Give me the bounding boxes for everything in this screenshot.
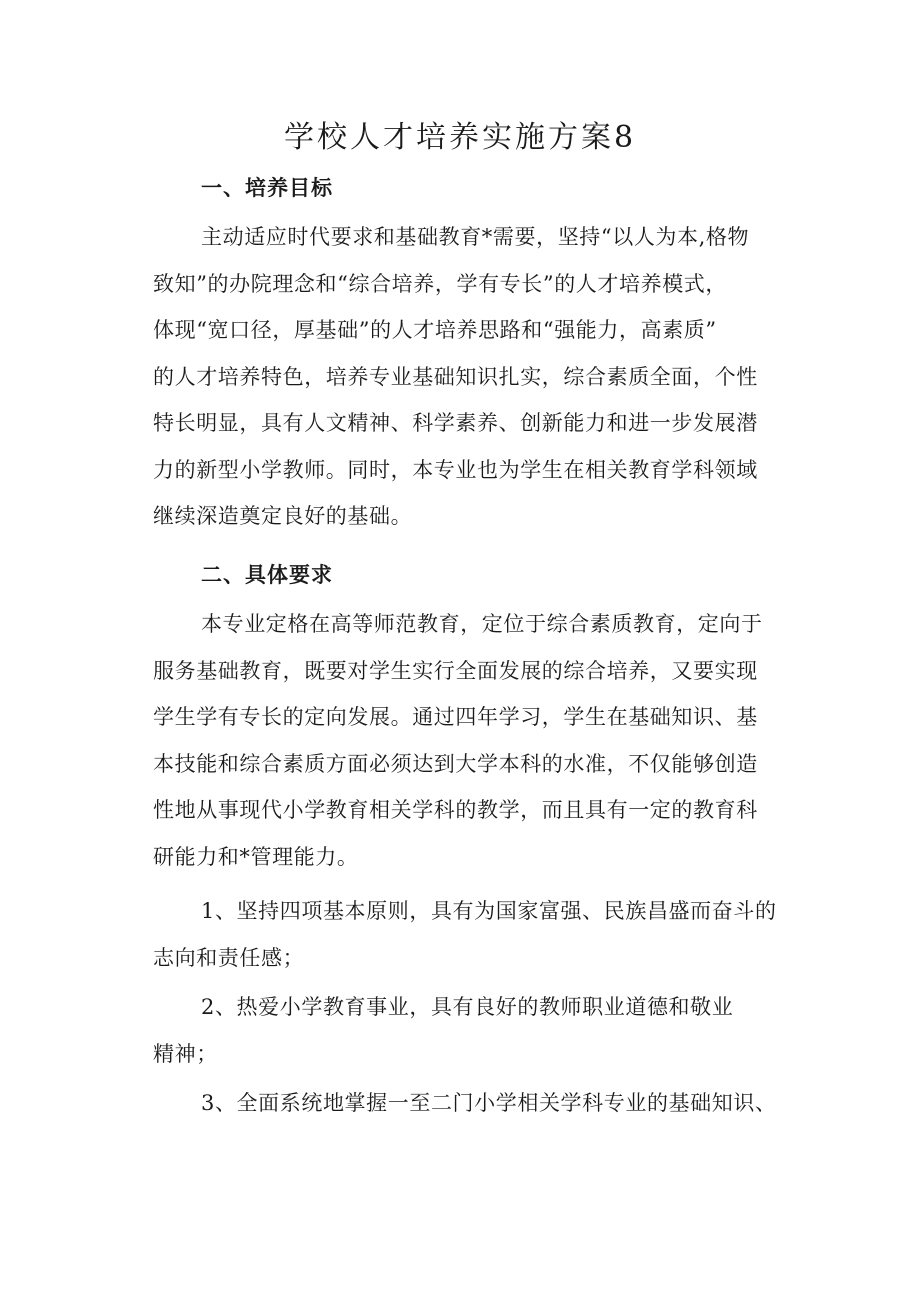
paragraph-line: 的人才培养特色，培养专业基础知识扎实，综合素质全面，个性 xyxy=(153,364,758,389)
list-item-3 xyxy=(153,1080,778,1127)
paragraph-line: 体现“宽口径，厚基础”的人才培养思路和“强能力，高素质” xyxy=(153,318,717,342)
list-item-1 xyxy=(153,888,778,981)
paragraph-line: 继续深造奠定良好的基础。 xyxy=(153,504,413,528)
paragraph-specific-requirements xyxy=(153,601,778,880)
section-heading-specific-requirements: 二、具体要求 xyxy=(201,562,333,587)
paragraph-line: 致知”的办院理念和“综合培养，学有专长”的人才培养模式， xyxy=(153,271,728,296)
document-title: 学校人才培养实施方案8 xyxy=(283,120,637,155)
paragraph-line: 性地从事现代小学教育相关学科的教学，而且具有一定的教育科 xyxy=(153,798,758,822)
paragraph-line: 2、热爱小学教育事业，具有良好的教师职业道德和敬业 xyxy=(201,995,734,1019)
list-item-2 xyxy=(153,984,778,1077)
paragraph-line: 主动适应时代要求和基础教育*需要，坚持“以人为本,格物 xyxy=(201,225,750,249)
paragraph-line: 本专业定格在高等师范教育，定位于综合素质教育，定向于 xyxy=(201,612,763,636)
section-heading-training-goals: 一、培养目标 xyxy=(201,175,333,200)
paragraph-line: 本技能和综合素质方面必须达到大学本科的水准，不仅能够创造 xyxy=(153,751,758,776)
paragraph-line: 力的新型小学教师。同时，本专业也为学生在相关教育学科领域 xyxy=(153,457,758,482)
paragraph-line: 研能力和*管理能力。 xyxy=(153,844,359,869)
paragraph-line: 志向和责任感； xyxy=(153,945,305,970)
paragraph-training-goals xyxy=(153,214,778,540)
paragraph-line: 服务基础教育，既要对学生实行全面发展的综合培养，又要实现 xyxy=(153,658,758,683)
paragraph-line: 3、全面系统地掌握一至二门小学相关学科专业的基础知识、 xyxy=(201,1091,777,1115)
paragraph-line: 特长明显，具有人文精神、科学素养、创新能力和进一步发展潜 xyxy=(153,411,758,435)
paragraph-line: 1、坚持四项基本原则，具有为国家富强、民族昌盛而奋斗的 xyxy=(201,899,777,923)
paragraph-line: 精神； xyxy=(153,1041,218,1066)
paragraph-line: 学生学有专长的定向发展。通过四年学习，学生在基础知识、基 xyxy=(153,705,758,729)
